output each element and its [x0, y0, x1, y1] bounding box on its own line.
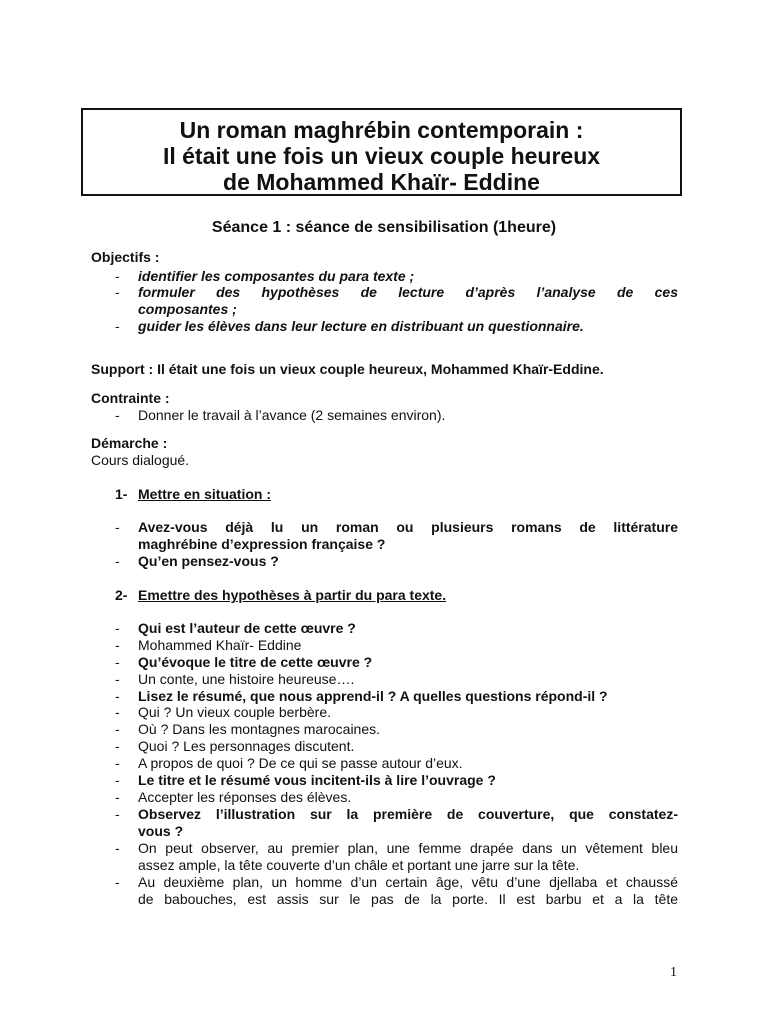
- section2-line: A propos de quoi ? De ce qui se passe autour d’eux.: [138, 755, 463, 771]
- section1-question-1-cont: maghrébine d’expression française ?: [138, 536, 386, 552]
- bullet: -: [115, 874, 120, 890]
- objectif-item-2: formuler des hypothèses de lecture d’après l’analyse de ces: [138, 284, 678, 300]
- section2-line: Quoi ? Les personnages discutent.: [138, 738, 355, 754]
- bullet: -: [115, 738, 120, 754]
- section2-line: On peut observer, au premier plan, une femme drapée dans un vêtement bleu: [138, 840, 678, 856]
- title-line-2: Il était une fois un vieux couple heureux: [162, 143, 601, 169]
- contrainte-heading: Contrainte :: [91, 390, 170, 406]
- section2-line: Accepter les réponses des élèves.: [138, 789, 352, 805]
- section2-line: Qui est l’auteur de cette œuvre ?: [138, 620, 356, 636]
- title-line-3: de Mohammed Khaïr- Eddine: [223, 169, 540, 195]
- objectif-item-1: identifier les composantes du para texte ;: [138, 268, 415, 284]
- bullet: -: [115, 755, 120, 771]
- support-line: Support : Il était une fois un vieux couple heureux, Mohammed Khaïr-Eddine.: [91, 361, 604, 377]
- section2-line: Qui ? Un vieux couple berbère.: [138, 704, 331, 720]
- objectif-item-3: guider les élèves dans leur lecture en distribuant un questionnaire.: [138, 318, 584, 334]
- objectif-item-2-cont: composantes ;: [138, 301, 237, 317]
- bullet: -: [115, 637, 120, 653]
- section2-line: assez ample, la tête couverte d’un châle et portant une jarre sur la tête.: [138, 857, 580, 873]
- section2-line: Un conte, une histoire heureuse….: [138, 671, 355, 687]
- bullet: -: [115, 688, 120, 704]
- bullet: -: [115, 721, 120, 737]
- demarche-text: Cours dialogué.: [91, 452, 190, 468]
- section2-line: Lisez le résumé, que nous apprend-il ? A quelles questions répond-il ?: [138, 688, 608, 704]
- bullet: -: [115, 840, 120, 856]
- bullet: -: [115, 268, 120, 284]
- section2-line: Au deuxième plan, un homme d’un certain âge, vêtu d’une djellaba et chaussé: [138, 874, 678, 890]
- section2-line: Mohammed Khaïr- Eddine: [138, 637, 302, 653]
- section2-line: Où ? Dans les montagnes marocaines.: [138, 721, 381, 737]
- section2-line: Qu’évoque le titre de cette œuvre ?: [138, 654, 373, 670]
- section2-line: Le titre et le résumé vous incitent-ils à lire l’ouvrage ?: [138, 772, 496, 788]
- bullet: -: [115, 318, 120, 334]
- bullet: -: [115, 407, 120, 423]
- demarche-heading: Démarche :: [91, 435, 168, 451]
- section1-number: 1-: [115, 486, 128, 502]
- bullet: -: [115, 620, 120, 636]
- title-line-1: Un roman maghrébin contemporain :: [179, 117, 584, 143]
- section1-question-2: Qu’en pensez-vous ?: [138, 553, 279, 569]
- bullet: -: [115, 704, 120, 720]
- section2-line: Observez l’illustration sur la première de couverture, que constatez-: [138, 806, 678, 822]
- title-box: [81, 108, 682, 196]
- section2-title: Emettre des hypothèses à partir du para texte.: [138, 587, 447, 603]
- bullet: -: [115, 553, 120, 569]
- bullet: -: [115, 654, 120, 670]
- bullet: -: [115, 806, 120, 822]
- bullet: -: [115, 671, 120, 687]
- section1-title: Mettre en situation :: [138, 486, 272, 502]
- objectifs-heading: Objectifs :: [91, 249, 160, 265]
- contrainte-item: Donner le travail à l’avance (2 semaines environ).: [138, 407, 446, 423]
- bullet: -: [115, 284, 120, 300]
- bullet: -: [115, 772, 120, 788]
- section2-line: de babouches, est assis sur le pas de la porte. Il est barbu et a la tête: [138, 891, 678, 907]
- page-number: 1: [670, 965, 677, 980]
- section1-question-1: Avez-vous déjà lu un roman ou plusieurs romans de littérature: [138, 519, 678, 535]
- section2-line: vous ?: [138, 823, 184, 839]
- seance-heading: Séance 1 : séance de sensibilisation (1heure): [211, 219, 557, 236]
- section2-number: 2-: [115, 587, 128, 603]
- bullet: -: [115, 789, 120, 805]
- bullet: -: [115, 519, 120, 535]
